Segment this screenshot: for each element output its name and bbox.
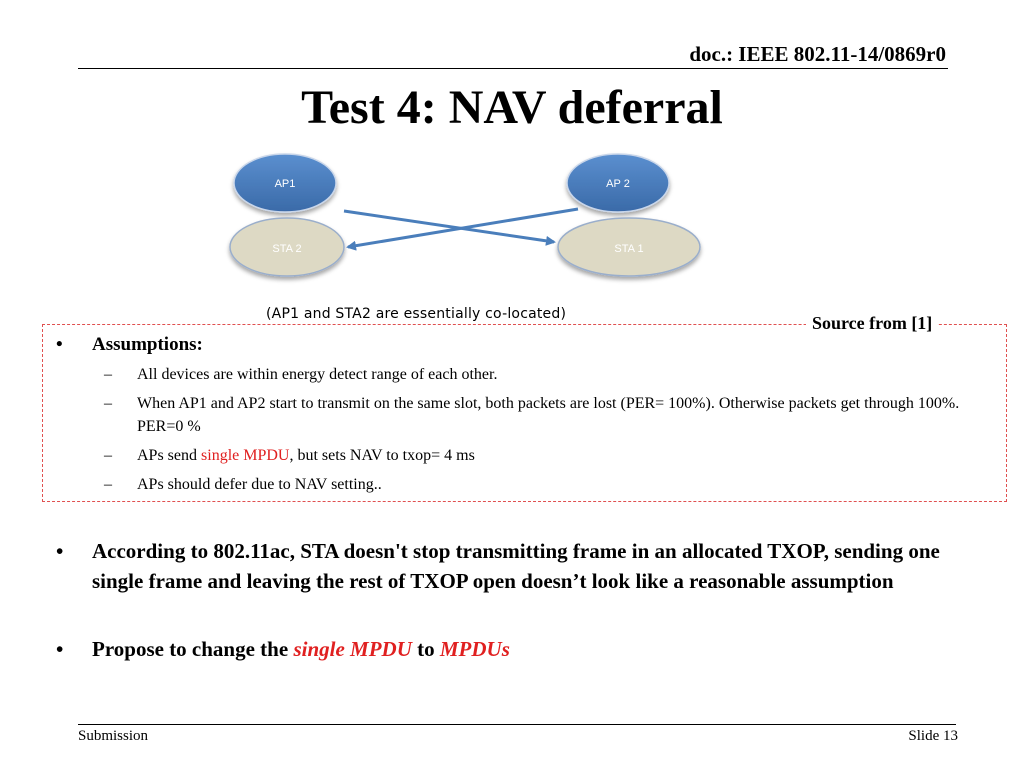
assumption-text-start: APs send	[137, 447, 202, 464]
slide-number: Slide 13	[908, 728, 958, 744]
diagram-caption: (AP1 and STA2 are essentially co-located)	[266, 306, 567, 322]
sta2-label: STA 2	[272, 243, 302, 255]
network-diagram	[0, 0, 1024, 300]
main-point	[56, 536, 986, 596]
assumption-text	[137, 444, 475, 467]
single-mpdu-highlight: single MPDU	[201, 447, 290, 464]
main-point-text: According to 802.11ac, STA doesn't stop transmitting frame in an allocated TXOP, sending one single frame and leaving the rest of TXOP open doesn’t look like a reasonable assumption	[92, 539, 940, 593]
assumption-text: When AP1 and AP2 start to transmit on the same slot, both packets are lost (PER= 100%). Otherwise packets get through 100%. PER=0 %	[137, 395, 960, 435]
ap2-label: AP 2	[606, 178, 630, 190]
main-point-text	[92, 634, 510, 664]
assumption-item	[104, 444, 964, 467]
assumptions-title: Assumptions:	[92, 334, 203, 355]
assumptions-heading	[56, 334, 203, 356]
single-mpdu-emphasis: single MPDU	[293, 637, 412, 661]
bullet-marker: •	[56, 334, 63, 355]
assumption-text-end: , but sets NAV to txop= 4 ms	[289, 447, 475, 464]
ap1-label: AP1	[274, 178, 296, 190]
mpdus-emphasis: MPDUs	[439, 637, 510, 661]
dash-marker: –	[104, 395, 112, 412]
main-point	[56, 634, 986, 664]
proposal-text-start: Propose to change the	[92, 637, 294, 661]
footer-divider	[78, 724, 956, 725]
dash-marker: –	[104, 476, 112, 493]
dash-marker: –	[104, 366, 112, 383]
bullet-marker: •	[56, 539, 64, 563]
bullet-marker: •	[56, 637, 64, 661]
assumption-text: APs should defer due to NAV setting..	[137, 476, 382, 493]
source-note: Source from [1]	[806, 313, 938, 334]
dash-marker: –	[104, 447, 112, 464]
ap1-to-sta1-arrow	[344, 211, 554, 242]
assumption-text: All devices are within energy detect range of each other.	[137, 366, 498, 383]
footer-submission: Submission	[78, 728, 149, 744]
assumption-item	[104, 392, 964, 438]
assumption-item	[104, 363, 964, 386]
slide-title: Test 4: NAV deferral	[301, 81, 723, 134]
proposal-text-middle: to	[411, 637, 440, 661]
assumption-item	[104, 473, 964, 496]
document-id: doc.: IEEE 802.11-14/0869r0	[689, 42, 946, 66]
sta1-label: STA 1	[614, 243, 644, 255]
